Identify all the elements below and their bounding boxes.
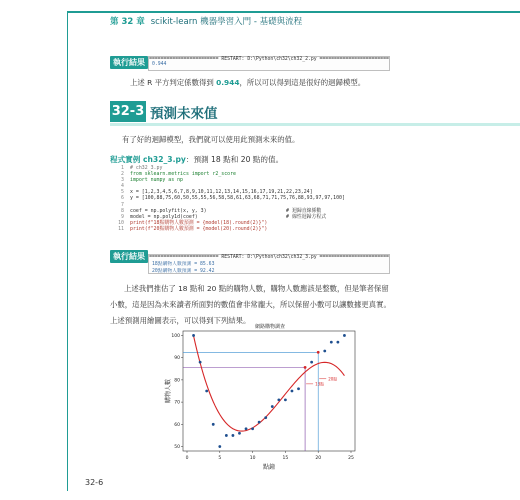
y-tick-label: 90 <box>174 356 180 362</box>
code-line <box>110 226 410 232</box>
prediction-label: 20點 <box>328 376 338 382</box>
output-line: 0.944 <box>152 62 167 67</box>
line-number: 2 <box>121 171 124 178</box>
data-point <box>291 390 294 393</box>
data-point <box>258 421 261 424</box>
header-rule <box>67 11 520 13</box>
data-point <box>212 423 215 426</box>
data-point <box>251 427 254 430</box>
data-point <box>343 334 346 337</box>
section-underline <box>110 123 520 126</box>
section-title: 預測未來值 <box>150 106 218 122</box>
data-point <box>330 341 333 344</box>
page-number: 32-6 <box>85 478 104 487</box>
line-number: 4 <box>121 183 124 190</box>
example-label: 程式實例 ch32_3.py <box>110 155 186 164</box>
data-point <box>271 405 274 408</box>
code-text: # ch32_3.py <box>130 165 163 171</box>
shopping-chart <box>165 318 355 473</box>
code-text: x = [1,2,3,4,5,6,7,8,9,10,11,12,13,14,15,16,17,19,21,22,23,24] <box>130 189 313 196</box>
code-text: from sklearn.metrics import r2_score <box>130 171 236 178</box>
line-number: 11 <box>118 225 124 232</box>
prediction-label: 18點 <box>315 381 325 387</box>
line-number: 7 <box>121 201 124 208</box>
y-tick-label: 70 <box>174 400 180 406</box>
data-point <box>310 361 313 364</box>
data-point <box>192 334 195 337</box>
output-tag-1: 執行結果 <box>110 56 148 69</box>
chart-title: 網路購物調查 <box>254 324 286 330</box>
paragraph-2: 有了好的迴歸模型，我們就可以使用此預測未來的值。 <box>122 135 300 144</box>
para3-line: 上述我們推估了 18 點和 20 點的購物人數，購物人數應該是整數，但是筆者保留 <box>124 284 389 293</box>
code-text: print(f"20點購物人數預測 = {model(20).round(2)}") <box>130 225 268 232</box>
output-line: 20點購物人數預測 = 92.42 <box>152 269 215 274</box>
chapter-title: scikit-learn 機器學習入門 - 基礎與流程 <box>150 17 303 27</box>
line-number: 10 <box>118 219 124 226</box>
line-number: 9 <box>121 213 124 220</box>
data-point <box>199 361 202 364</box>
line-number: 8 <box>121 207 124 214</box>
output-box-2 <box>148 254 390 274</box>
data-point <box>277 398 280 401</box>
y-tick-label: 80 <box>174 378 180 384</box>
line-number: 6 <box>121 195 124 202</box>
output-header-2: ======================== RESTART: D:\Python\ch32\ch32_3.py ======================== <box>149 255 389 260</box>
x-tick-label: 25 <box>348 456 354 461</box>
code-listing <box>110 165 410 232</box>
data-point <box>225 434 228 437</box>
para1-after: ，所以可以得到這是很好的迴歸模型。 <box>239 78 366 87</box>
code-text: model = np.poly1d(coef) # 線性迴歸方程式 <box>130 213 327 220</box>
page-margin-line <box>67 11 68 491</box>
output-box-1 <box>148 56 390 71</box>
code-text: coef = np.polyfit(x, y, 3) # 迴歸直線係數 <box>130 207 322 214</box>
chapter-number: 第 32 章 <box>110 17 145 27</box>
y-tick-label: 50 <box>174 445 180 451</box>
example-title <box>110 154 283 165</box>
code-text: y = [100,88,75,60,50,55,55,56,58,58,61,63,68,71,71,75,76,88,93,97,97,100] <box>130 195 345 202</box>
output-tag-2: 執行結果 <box>110 250 148 263</box>
data-point <box>264 416 267 419</box>
code-text: print(f"18點購物人數預測 = {model(18).round(2)}") <box>130 219 268 226</box>
section-number: 32-3 <box>110 101 146 122</box>
running-header <box>110 15 302 27</box>
data-point <box>245 427 248 430</box>
data-point <box>238 432 241 435</box>
line-number: 1 <box>121 165 124 171</box>
x-axis-label: 點鐘 <box>262 464 276 471</box>
data-point <box>205 390 208 393</box>
data-point <box>336 341 339 344</box>
output-header-1: ======================== RESTART: D:\Python\ch32\ch32_2.py ======================== <box>149 57 389 62</box>
line-number: 3 <box>121 177 124 184</box>
para3-line: 小數，這是因為未來讀者所面對的數值會非常龐大，所以保留小數可以讓數據更真實。 <box>110 300 391 309</box>
para1-before: 上述 R 平方判定係數得到 <box>130 78 217 87</box>
prediction-point <box>304 366 307 369</box>
data-point <box>323 350 326 353</box>
x-tick-label: 20 <box>315 456 322 461</box>
data-point <box>297 387 300 390</box>
y-axis-label: 購物人數 <box>165 378 172 404</box>
output-line: 18點購物人數預測 = 85.63 <box>152 262 215 267</box>
line-number: 5 <box>121 189 124 196</box>
prediction-point <box>317 351 320 354</box>
data-point <box>284 398 287 401</box>
code-text: import numpy as np <box>130 177 183 184</box>
paragraph-1 <box>130 77 365 88</box>
y-tick-label: 60 <box>174 422 180 428</box>
data-point <box>218 445 221 448</box>
para3-line: 上述預測用繪圖表示，可以得到下列結果。 <box>110 316 251 325</box>
x-tick-label: 10 <box>249 456 256 461</box>
data-point <box>232 434 235 437</box>
x-tick-label: 5 <box>218 456 222 461</box>
x-tick-label: 0 <box>185 456 189 461</box>
x-tick-label: 15 <box>282 456 289 461</box>
example-desc: ：預測 18 點和 20 點的值。 <box>185 155 284 164</box>
y-tick-label: 100 <box>171 333 180 339</box>
r2-value: 0.944 <box>216 78 240 87</box>
